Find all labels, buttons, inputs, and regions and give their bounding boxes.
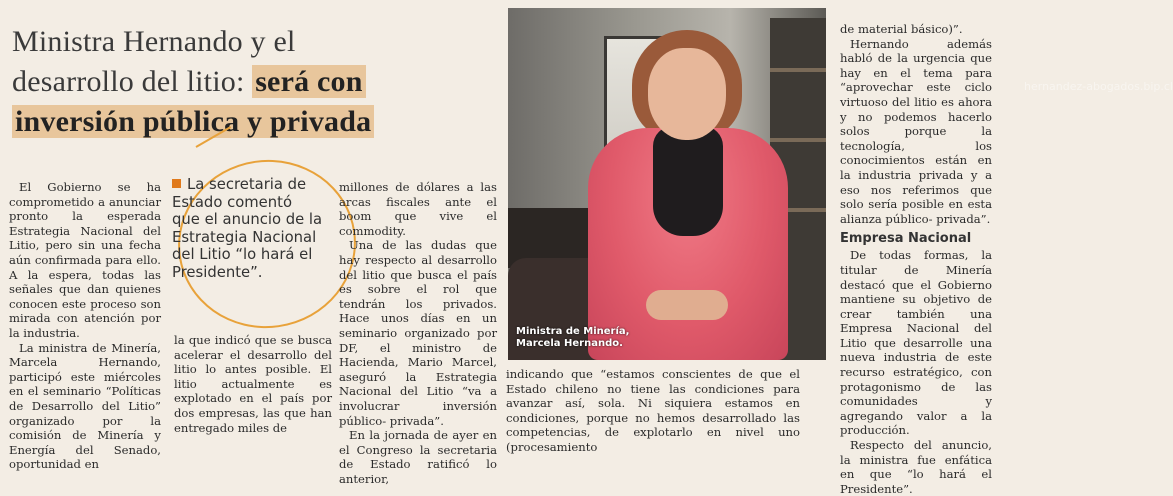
headline [12, 22, 502, 142]
article-column-2 [174, 333, 332, 435]
pullquote [172, 176, 324, 281]
paragraph: de material básico)”. [840, 22, 963, 36]
caption-line-2: Marcela Hernando. [516, 338, 623, 349]
photo-hands [646, 290, 728, 320]
paragraph: millones de dólares a las arcas fiscales ante el boom que vive el commodity. [339, 180, 497, 238]
photo-shelf-board [770, 68, 826, 72]
orange-square-bullet-icon [172, 179, 181, 188]
article-column-3 [339, 180, 497, 486]
paragraph: En la jornada de ayer en el Congreso la secretaria de Estado ratificó lo anterior, [339, 428, 497, 486]
headline-highlight-1: será con [252, 65, 365, 98]
headline-line-3 [12, 102, 502, 142]
photo-black-top [653, 126, 723, 236]
paragraph: la que indicó que se busca acelerar el desarrollo del litio lo antes posible. El litio actualmente es explotado en el país por dos empresas, las que han entregado miles de [174, 333, 332, 435]
paragraph: El Gobierno se ha comprometido a anunciar pronto la esperada Estrategia Nacional del Litio, pero sin una fecha aún confirmada para ello. A la espera, todas las señales que dan quienes conocen este proceso son mirada con atención por la industria. [9, 180, 161, 340]
photo-face [648, 48, 726, 140]
paragraph: De todas formas, la titular de Minería destacó que el Gobierno mantiene su objetivo de crear también una Empresa Nacional del Litio que desarrolle una nueva industria de este recurso estratégico, con protagonismo de las comunidades y agregando valor a la producción. [840, 248, 992, 438]
headline-line-2-plain: desarrollo del litio: [12, 65, 253, 98]
photo-shelf-board [770, 138, 826, 142]
pullquote-text: La secretaria de Estado comentó que el anuncio de la Estrategia Nacional del Litio “lo hará el Presidente”. [172, 176, 323, 281]
paragraph: indicando que “estamos conscientes de que el Estado chileno no tiene las condiciones para avanzar así, sola. Ni siquiera estamos en condiciones, porque no hemos desarrollado las competencias, de explotarlo en nivel uno (procesamiento [506, 367, 800, 454]
paragraph: Respecto del anuncio, la ministra fue enfática en que “lo hará el Presidente”. [840, 438, 992, 496]
paragraph: La ministra de Minería, Marcela Hernando, participó este miércoles en el seminario “Políticas de Desarrollo del Litio” organizado por la comisión de Minería y Energía del Senado, oportunidad en [9, 340, 161, 472]
headline-line-1: Ministra Hernando y el [12, 25, 296, 58]
subheading: Empresa Nacional [840, 231, 972, 247]
caption-line-1: Ministra de Minería, [516, 326, 630, 337]
article-column-4 [506, 367, 800, 455]
article-column-1 [9, 180, 161, 472]
watermark-text: hernandez-abogados.bip.cl [1024, 80, 1173, 93]
headline-highlight-2: inversión pública y privada [12, 105, 374, 138]
paragraph: Hernando además habló de la urgencia que hay en el tema para “aprovechar este ciclo virtuoso del litio es ahora y no podemos hacerlo solos porque la tecnología, los conocimientos están en la industria privada y a eso nos referimos que solo sería posible en esta alianza público- privada”. [840, 36, 992, 226]
paragraph: Una de las dudas que hay respecto al desarrollo del litio que busca el país es sobre el rol que tendrán los privados. Hace unos días en un seminario organizado por DF, el ministro de Hacienda, Mario Marcel, aseguró la Estrategia Nacional del Litio “va a involucrar inversión público- privada”. [339, 238, 497, 428]
article-column-5 [840, 22, 992, 496]
headline-line-2 [12, 62, 502, 102]
photo-caption [516, 326, 629, 350]
